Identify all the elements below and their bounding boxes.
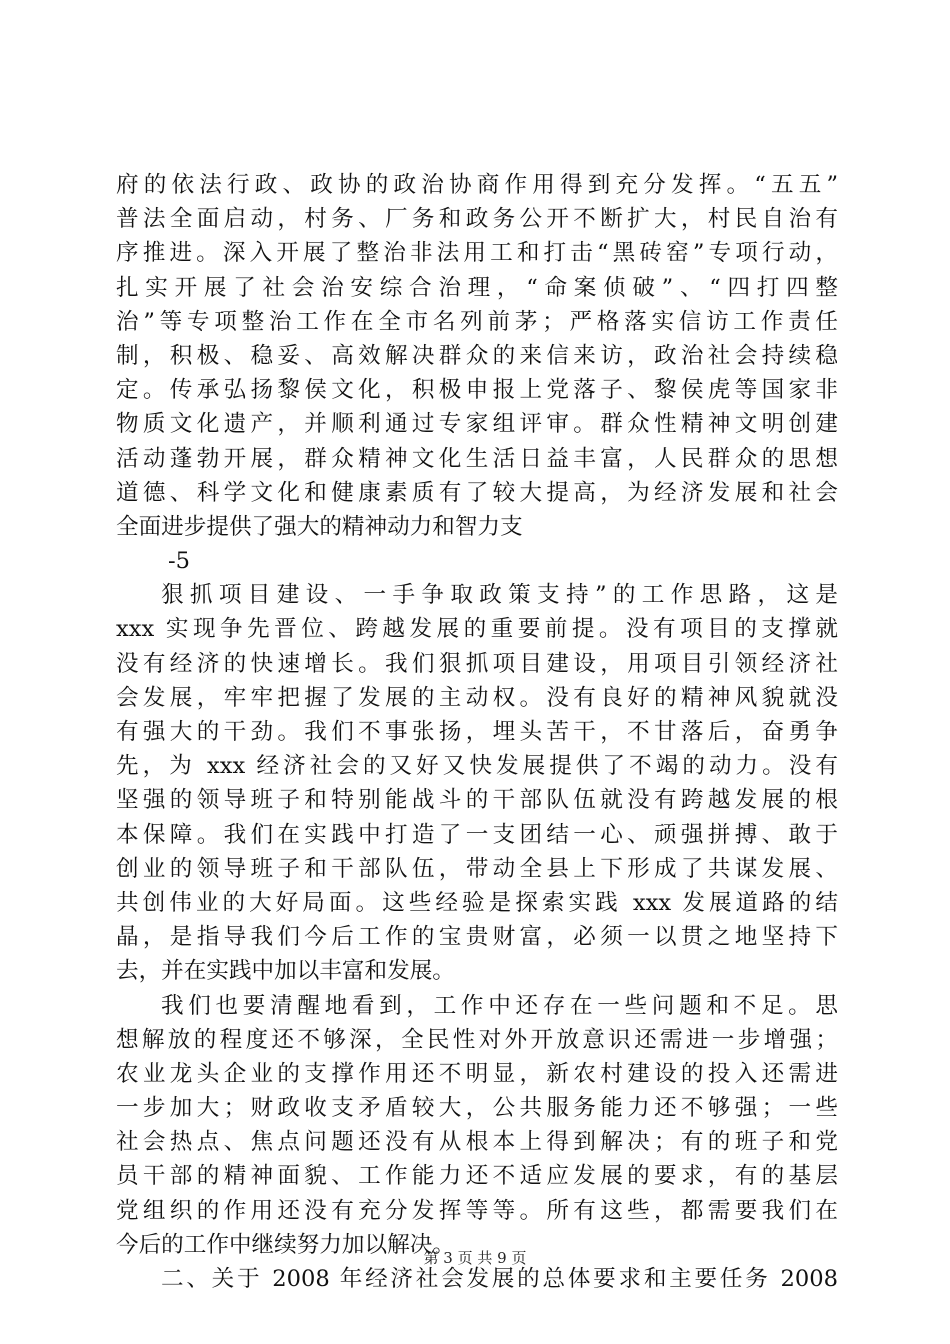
text-line: 全面进步提供了强大的精神动力和智力支 bbox=[116, 513, 523, 540]
section-heading: 二、关于 2008 年经济社会发展的总体要求和主要任务 2008 bbox=[161, 1266, 838, 1292]
text-line: 制，积极、稳妥、高效解决群众的来信来访，政治社会持续稳 bbox=[116, 342, 838, 369]
text-line: 没有经济的快速增长。我们狠抓项目建设，用项目引领经济社 bbox=[116, 650, 838, 677]
text-line: 狠抓项目建设、一手争取政策支持”的工作思路，这是 bbox=[161, 582, 838, 609]
text-line: 活动蓬勃开展，群众精神文化生活日益丰富，人民群众的思想 bbox=[116, 445, 838, 472]
text-line: 一步加大；财政收支矛盾较大，公共服务能力还不够强；一些 bbox=[116, 1095, 838, 1122]
text-line: 党组织的作用还没有充分发挥等等。所有这些，都需要我们在 bbox=[116, 1197, 838, 1224]
text-line: 府的依法行政、政协的政治协商作用得到充分发挥。“五五” bbox=[116, 172, 838, 198]
text-line: 想解放的程度还不够深，全民性对外开放意识还需进一步增强； bbox=[116, 1026, 838, 1053]
text-line: 创业的领导班子和干部队伍，带动全县上下形成了共谋发展、 bbox=[116, 855, 838, 882]
text-line: 我们也要清醒地看到，工作中还存在一些问题和不足。思 bbox=[161, 992, 838, 1019]
text-line: 去，并在实践中加以丰富和发展。 bbox=[116, 958, 455, 985]
text-line: xxx 实现争先晋位、跨越发展的重要前提。没有项目的支撑就 bbox=[116, 616, 838, 643]
text-line: 扎实开展了社会治安综合治理，“命案侦破”、“四打四整 bbox=[116, 274, 838, 301]
text-line: 治”等专项整治工作在全市名列前茅；严格落实信访工作责任 bbox=[116, 308, 838, 335]
text-line: 晶，是指导我们今后工作的宝贵财富，必须一以贯之地坚持下 bbox=[116, 924, 838, 951]
body-text bbox=[116, 168, 838, 1296]
text-line: 共创伟业的大好局面。这些经验是探索实践 xxx 发展道路的结 bbox=[116, 889, 838, 916]
text-line: 社会热点、焦点问题还没有从根本上得到解决；有的班子和党 bbox=[116, 1129, 838, 1156]
text-line: 定。传承弘扬黎侯文化，积极申报上党落子、黎侯虎等国家非 bbox=[116, 377, 838, 404]
text-line: 员干部的精神面貌、工作能力还不适应发展的要求，有的基层 bbox=[116, 1163, 838, 1190]
text-line: 先，为 xxx 经济社会的又好又快发展提供了不竭的动力。没有 bbox=[116, 753, 838, 780]
text-line: 本保障。我们在实践中打造了一支团结一心、顽强拼搏、敢于 bbox=[116, 821, 838, 848]
text-line: 普法全面启动，村务、厂务和政务公开不断扩大，村民自治有 bbox=[116, 206, 838, 233]
text-line: 农业龙头企业的支撑作用还不明显，新农村建设的投入还需进 bbox=[116, 1060, 838, 1087]
page-marker: -5 bbox=[168, 548, 191, 575]
text-line: 会发展，牢牢把握了发展的主动权。没有良好的精神风貌就没 bbox=[116, 684, 838, 711]
page-footer: 第 3 页 共 9 页 bbox=[423, 1249, 527, 1267]
text-line: 今后的工作中继续努力加以解决。 bbox=[116, 1231, 455, 1258]
text-line: 道德、科学文化和健康素质有了较大提高，为经济发展和社会 bbox=[116, 479, 838, 506]
text-line: 物质文化遗产，并顺利通过专家组评审。群众性精神文明创建 bbox=[116, 411, 838, 438]
text-line: 有强大的干劲。我们不事张扬，埋头苦干，不甘落后，奋勇争 bbox=[116, 719, 838, 745]
text-line: 坚强的领导班子和特别能战斗的干部队伍就没有跨越发展的根 bbox=[116, 787, 838, 814]
text-line: 序推进。深入开展了整治非法用工和打击“黑砖窑”专项行动， bbox=[116, 240, 838, 267]
